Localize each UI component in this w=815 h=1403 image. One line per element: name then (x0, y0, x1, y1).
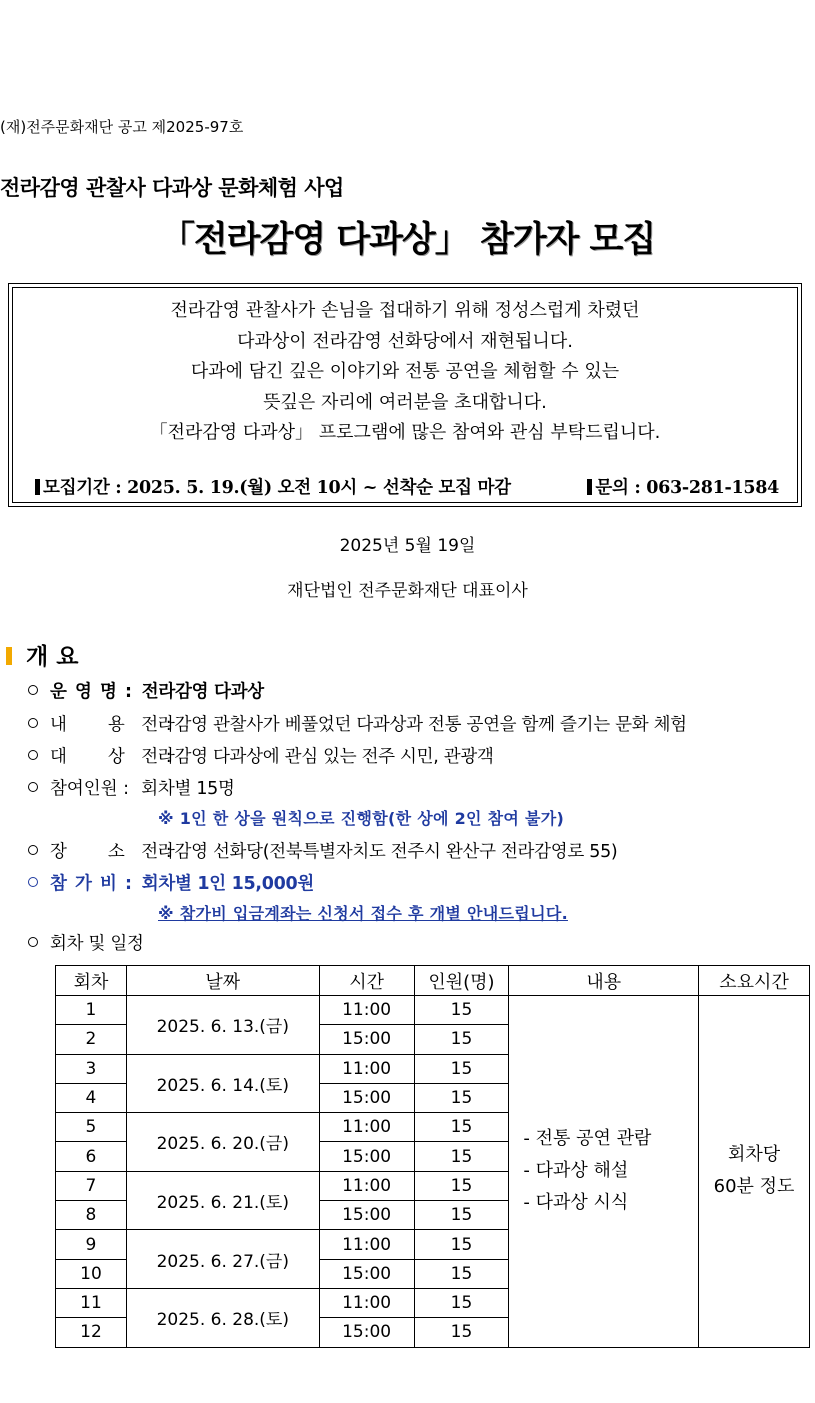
overview-schedule (28, 930, 144, 955)
square-bullet-icon (587, 479, 592, 495)
fee-note: ※ 참가비 입금계좌는 신청서 접수 후 개별 안내드립니다. (158, 904, 568, 923)
session-people: 15 (414, 1171, 509, 1200)
notice-number: (재)전주문화재단 공고 제2025-97호 (0, 118, 244, 136)
header-cell: 소요시간 (699, 966, 810, 996)
overview-place (28, 838, 617, 863)
overview-content-label: 내 용 : (50, 715, 172, 735)
session-no: 5 (56, 1113, 127, 1142)
recruit-period-text: 모집기간 : 2025. 5. 19.(월) 오전 10시 ~ 선착순 모집 마감 (43, 478, 511, 498)
circle-bullet-icon (28, 877, 38, 887)
page-title: 「전라감영 다과상」 참가자 모집 (159, 220, 656, 260)
session-people: 15 (414, 1054, 509, 1083)
session-no: 9 (56, 1230, 127, 1259)
session-date: 2025. 6. 21.(토) (126, 1171, 319, 1230)
recruit-period (35, 474, 511, 499)
session-time: 11:00 (319, 1171, 414, 1200)
contact-info (587, 474, 779, 499)
page-subtitle: 전라감영 관찰사 다과상 문화체험 사업 (0, 176, 344, 200)
duration-line: 60분 정도 (713, 1176, 795, 1198)
overview-fee (28, 870, 314, 895)
session-time: 15:00 (319, 1318, 414, 1347)
overview-people-value: 회차별 15명 (141, 779, 235, 799)
overview-content (28, 711, 687, 736)
people-note: ※ 1인 한 상을 원칙으로 진행함(한 상에 2인 참여 불가) (158, 809, 565, 828)
circle-bullet-icon (28, 937, 38, 947)
table-header-row (56, 966, 810, 996)
session-no: 2 (56, 1025, 127, 1054)
overview-place-value: 전라감영 선화당(전북특별자치도 전주시 완산구 전라감영로 55) (141, 842, 618, 862)
section-title: 개 요 (26, 644, 79, 670)
overview-name-label: 운 영 명 : (50, 682, 133, 702)
intro-box (8, 283, 802, 507)
header-cell: 시간 (319, 966, 414, 996)
square-bullet-icon (35, 479, 40, 495)
session-date: 2025. 6. 20.(금) (126, 1113, 319, 1172)
session-time: 15:00 (319, 1025, 414, 1054)
session-people: 15 (414, 1025, 509, 1054)
program-content (509, 996, 699, 1348)
session-time: 11:00 (319, 1054, 414, 1083)
session-date: 2025. 6. 27.(금) (126, 1230, 319, 1289)
schedule-table (55, 965, 810, 1348)
header-cell: 내용 (509, 966, 699, 996)
overview-schedule-label: 회차 및 일정 (50, 934, 144, 954)
issuer: 재단법인 전주문화재단 대표이사 (287, 581, 528, 601)
header-cell: 인원(명) (414, 966, 509, 996)
intro-line: 다과에 담긴 깊은 이야기와 전통 공연을 체험할 수 있는 (190, 361, 620, 382)
overview-content-value: 전라감영 관찰사가 베풀었던 다과상과 전통 공연을 함께 즐기는 문화 체험 (141, 715, 687, 735)
session-date: 2025. 6. 13.(금) (126, 996, 319, 1055)
session-people: 15 (414, 1230, 509, 1259)
circle-bullet-icon (28, 750, 38, 760)
session-time: 15:00 (319, 1142, 414, 1171)
section-bar-icon (6, 647, 12, 665)
session-date: 2025. 6. 28.(토) (126, 1288, 319, 1347)
session-time: 11:00 (319, 1230, 414, 1259)
session-no: 1 (56, 996, 127, 1025)
session-time: 11:00 (319, 996, 414, 1025)
program-duration (699, 996, 810, 1348)
circle-bullet-icon (28, 845, 38, 855)
duration-line: 회차당 (727, 1144, 781, 1166)
overview-fee-value: 회차별 1인 15,000원 (141, 874, 315, 894)
session-time: 15:00 (319, 1083, 414, 1112)
intro-line: 뜻깊은 자리에 여러분을 초대합니다. (263, 391, 547, 413)
overview-fee-label: 참 가 비 : (50, 874, 133, 894)
session-no: 6 (56, 1142, 127, 1171)
overview-people-label: 참여인원 : (50, 779, 130, 799)
session-people: 15 (414, 996, 509, 1025)
session-no: 3 (56, 1054, 127, 1083)
session-no: 7 (56, 1171, 127, 1200)
circle-bullet-icon (28, 782, 38, 792)
intro-line: 다과상이 전라감영 선화당에서 재현됩니다. (237, 330, 573, 352)
session-no: 12 (56, 1318, 127, 1347)
overview-people (28, 775, 235, 800)
circle-bullet-icon (28, 718, 38, 728)
session-time: 15:00 (319, 1259, 414, 1288)
circle-bullet-icon (28, 685, 38, 695)
session-people: 15 (414, 1318, 509, 1347)
session-no: 10 (56, 1259, 127, 1288)
contact-text: 문의 : 063-281-1584 (595, 478, 779, 498)
table-row (56, 996, 810, 1025)
session-people: 15 (414, 1288, 509, 1317)
session-people: 15 (414, 1142, 509, 1171)
session-people: 15 (414, 1083, 509, 1112)
intro-inner-border (12, 287, 798, 503)
session-time: 11:00 (319, 1288, 414, 1317)
content-item: - 다과상 시식 (523, 1192, 629, 1214)
content-item: - 다과상 해설 (523, 1160, 629, 1182)
session-no: 4 (56, 1083, 127, 1112)
overview-name-value: 전라감영 다과상 (141, 682, 264, 702)
header-cell: 날짜 (126, 966, 319, 996)
session-no: 8 (56, 1201, 127, 1230)
overview-target-label: 대 상 : (50, 747, 172, 767)
intro-text (13, 296, 797, 449)
session-people: 15 (414, 1201, 509, 1230)
overview-target-value: 전라감영 다과상에 관심 있는 전주 시민, 관광객 (141, 747, 494, 767)
session-time: 11:00 (319, 1113, 414, 1142)
session-people: 15 (414, 1259, 509, 1288)
overview-place-label: 장 소 : (50, 842, 172, 862)
intro-line: 「전라감영 다과상」 프로그램에 많은 참여와 관심 부탁드립니다. (149, 422, 661, 443)
session-people: 15 (414, 1113, 509, 1142)
content-item: - 전통 공연 관람 (523, 1128, 652, 1150)
session-time: 15:00 (319, 1201, 414, 1230)
intro-line: 전라감영 관찰사가 손님을 접대하기 위해 정성스럽게 차렸던 (170, 300, 640, 321)
overview-name (28, 678, 264, 703)
section-heading (6, 638, 78, 671)
session-date: 2025. 6. 14.(토) (126, 1054, 319, 1113)
announcement-date: 2025년 5월 19일 (339, 536, 476, 556)
header-cell: 회차 (56, 966, 127, 996)
overview-target (28, 743, 494, 768)
session-no: 11 (56, 1288, 127, 1317)
